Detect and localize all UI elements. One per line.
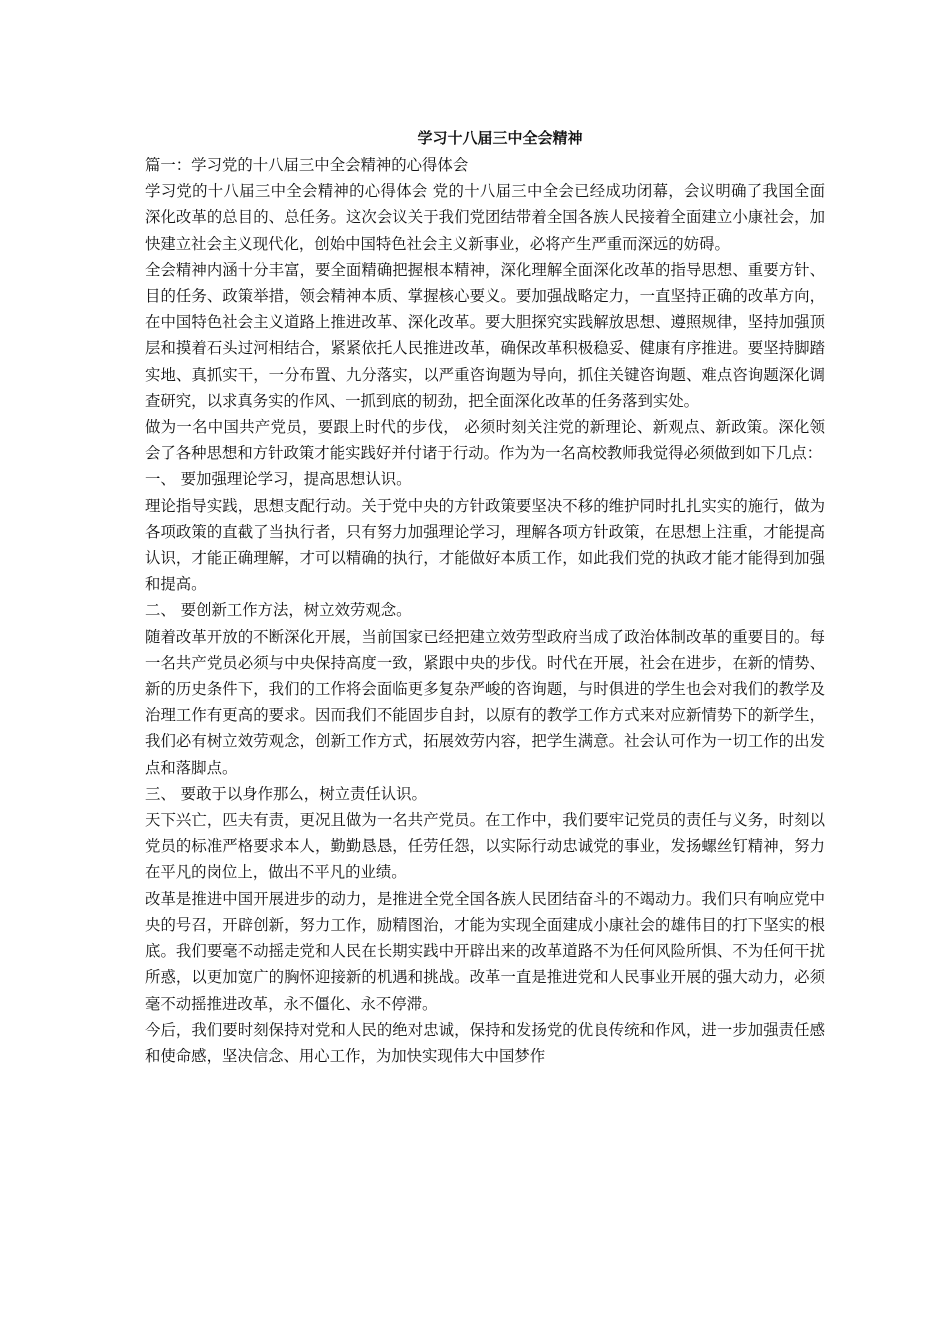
- paragraph-2: 全会精神内涵十分丰富，要全面精确把握根本精神，深化理解全面深化改革的指导思想、重要方针、目的任务、政策举措，领会精神本质、掌握核心要义。要加强战略定力，一直坚持正确的改革方向，在中国特色社会主义道路上推进改革、深化改革。要大胆探究实践解放思想、遵照规律，坚持加强顶层和摸着石头过河相结合，紧紧依托人民推进改革，确保改革积极稳妥、健康有序推进。要坚持脚踏实地、真抓实干，一分布置、九分落实，以严重咨询题为导向，抓住关键咨询题、难点咨询题深化调查研究，以求真务实的作风、一抓到底的韧劲，把全面深化改革的任务落到实处。: [145, 260, 825, 410]
- paragraph-6: 天下兴亡，匹夫有责，更况且做为一名共产党员。在工作中，我们要牢记党员的责任与义务，时刻以党员的标准严格要求本人，勤勤恳恳，任劳任怨，以实际行动忠诚党的事业，发扬螺丝钉精神，努力在平凡的岗位上，做出不平凡的业绩。: [145, 811, 825, 882]
- paragraph-3: 做为一名中国共产党员，要跟上时代的步伐， 必须时刻关注党的新理论、新观点、新政策。深化领会了各种思想和方针政策才能实践好并付诸于行动。作为为一名高校教师我觉得必须做到如下几点：: [145, 418, 825, 463]
- paragraph-5: 随着改革开放的不断深化开展，当前国家已经把建立效劳型政府当成了政治体制改革的重要目的。每一名共产党员必须与中央保持高度一致，紧跟中央的步伐。时代在开展，社会在进步，在新的情势、新的历史条件下，我们的工作将会面临更多复杂严峻的咨询题，与时俱进的学生也会对我们的教学及治理工作有更高的要求。因而我们不能固步自封，以原有的教学工作方式来对应新情势下的新学生，我们必有树立效劳观念，创新工作方式，拓展效劳内容，把学生满意。社会认可作为一切工作的出发点和落脚点。: [145, 627, 825, 777]
- document-title: 学习十八届三中全会精神: [417, 129, 583, 147]
- document-page: [145, 126, 825, 1069]
- subheading-2: 二、 要创新工作方法，树立效劳观念。: [145, 601, 412, 620]
- subheading-3: 三、 要敢于以身作那么，树立责任认识。: [145, 784, 427, 803]
- subheading-1: 一、 要加强理论学习，提高思想认识。: [145, 470, 412, 489]
- paragraph-4: 理论指导实践，思想支配行动。关于党中央的方针政策要坚决不移的维护同时扎扎实实的施行，做为各项政策的直截了当执行者，只有努力加强理论学习，理解各项方针政策，在思想上注重，才能提高认识，才能正确理解，才可以精确的执行，才能做好本质工作，如此我们党的执政才能才能得到加强和提高。: [145, 496, 825, 594]
- section-heading-1: 篇一：学习党的十八届三中全会精神的心得体会: [145, 156, 469, 174]
- paragraph-7: 改革是推进中国开展进步的动力，是推进全党全国各族人民团结奋斗的不竭动力。我们只有响应党中央的号召，开辟创新，努力工作，励精图治，才能为实现全面建成小康社会的雄伟目的打下坚实的根底。我们要毫不动摇走党和人民在长期实践中开辟出来的改革道路不为任何风险所惧、不为任何干扰所惑，以更加宽广的胸怀迎接新的机遇和挑战。改革一直是推进党和人民事业开展的强大动力，必须毫不动摇推进改革，永不僵化、永不停滞。: [145, 889, 825, 1013]
- paragraph-1: 学习党的十八届三中全会精神的心得体会 党的十八届三中全会已经成功闭幕，会议明确了我国全面深化改革的总目的、总任务。这次会议关于我们党团结带着全国各族人民接着全面建立小康社会，加快建立社会主义现代化，创始中国特色社会主义新事业，必将产生严重而深远的妨碍。: [145, 182, 825, 253]
- paragraph-8: 今后，我们要时刻保持对党和人民的绝对忠诚，保持和发扬党的优良传统和作风，进一步加强责任感和使命感，坚决信念、用心工作，为加快实现伟大中国梦作: [145, 1020, 825, 1065]
